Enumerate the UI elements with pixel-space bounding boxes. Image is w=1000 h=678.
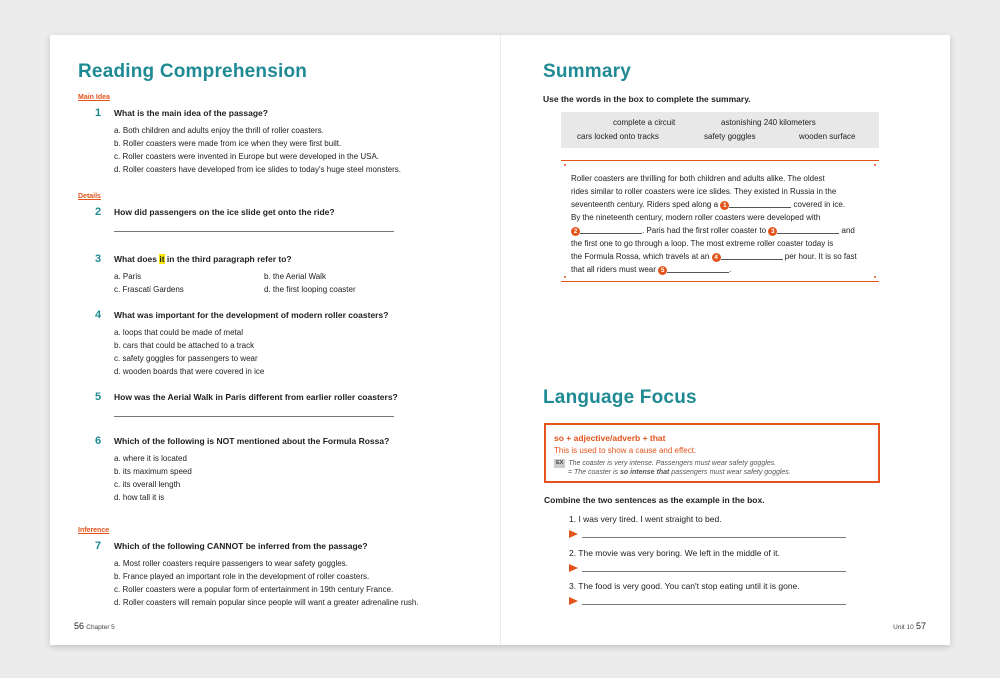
word-option: wooden surface: [799, 132, 856, 141]
exercise-item-1: 1. I was very tired. I went straight to bed.: [569, 514, 722, 524]
question-text: Which of the following is NOT mentioned about the Formula Rossa?: [114, 436, 390, 446]
option[interactable]: a. Paris: [114, 272, 142, 281]
option[interactable]: d. Roller coasters will remain popular since people will want a greater adrenaline rush.: [114, 598, 419, 607]
page-number: 57: [915, 621, 926, 631]
corner-dot: [874, 164, 876, 166]
option[interactable]: b. France played an important role in the development of roller coasters.: [114, 572, 370, 581]
summary-text: Roller coasters are thrilling for both children and adults alike. The oldest rides similar to roller coasters were ice slides. They existed in Russia in the seventeenth century. Riders sped along a 1 covered in ice. By the nineteenth century, modern roller coasters were developed with 2 . Paris had the first roller coaster to 3 and the first one to go through a loop. The most extreme roller coaster today is the Formula Rossa, which travels at an 4 per hour. It is so fast that all riders must wear 5 .: [571, 174, 857, 274]
answer-line[interactable]: [114, 231, 394, 232]
book-spread: [50, 35, 950, 645]
option[interactable]: d. wooden boards that were covered in ice: [114, 367, 265, 376]
question-text: Which of the following CANNOT be inferred from the passage?: [114, 541, 368, 551]
question-number: 5: [95, 391, 102, 403]
question-number: 4: [95, 309, 102, 321]
option[interactable]: c. Roller coasters were a popular form of entertainment in 19th century France.: [114, 585, 394, 594]
option[interactable]: c. Frascati Gardens: [114, 285, 184, 294]
summary-instruction: Use the words in the box to complete the summary.: [543, 94, 751, 104]
options: [114, 124, 401, 176]
blank-number-2: 2: [571, 227, 580, 236]
word-option: cars locked onto tracks: [577, 132, 659, 141]
word-option: complete a circuit: [613, 118, 676, 127]
option[interactable]: d. the first looping coaster: [264, 285, 356, 294]
answer-line[interactable]: [114, 416, 394, 417]
blank-5[interactable]: [667, 264, 729, 273]
arrow-icon: [569, 564, 578, 572]
language-focus-title: Language Focus: [543, 387, 697, 408]
option[interactable]: b. its maximum speed: [114, 467, 192, 476]
blank-number-4: 4: [712, 253, 721, 262]
arrow-icon: [569, 530, 578, 538]
section-details: Details: [78, 193, 101, 200]
language-focus-box: [544, 423, 880, 483]
answer-line-3[interactable]: [569, 597, 849, 607]
blank-3[interactable]: [777, 225, 839, 234]
option[interactable]: d. how tall it is: [114, 493, 165, 502]
grammar-description: This is used to show a cause and effect.: [554, 446, 697, 455]
section-inference: Inference: [78, 527, 110, 534]
exercise-item-2: 2. The movie was very boring. We left in the middle of it.: [569, 548, 780, 558]
word-box: [561, 112, 879, 148]
reading-comprehension-title: Reading Comprehension: [78, 61, 308, 82]
left-page: [50, 35, 500, 645]
question-number: 3: [95, 253, 102, 265]
blank-number-1: 1: [720, 201, 729, 210]
blank-number-5: 5: [658, 266, 667, 275]
page-footer-right: [893, 621, 926, 631]
question-text: What was important for the development of modern roller coasters?: [114, 310, 389, 320]
question-number: 2: [95, 206, 102, 218]
option[interactable]: c. Roller coasters were invented in Europe but were developed in the USA.: [114, 152, 380, 161]
option[interactable]: a. Most roller coasters require passengers to wear safety goggles.: [114, 559, 348, 568]
option[interactable]: a. where it is located: [114, 454, 187, 463]
page-number: 56: [74, 621, 85, 631]
corner-dot: [564, 276, 566, 278]
grammar-example: EX The coaster is very intense. Passengers must wear safety goggles. = The coaster is so intense that passengers must wear safety goggles.: [556, 460, 791, 476]
blank-4[interactable]: [721, 251, 783, 260]
right-page: [501, 35, 950, 645]
question-text: How did passengers on the ice slide get onto the ride?: [114, 207, 335, 217]
arrow-icon: [569, 597, 578, 605]
chapter-label: Chapter 5: [86, 624, 115, 631]
option[interactable]: a. Both children and adults enjoy the thrill of roller coasters.: [114, 126, 324, 135]
answer-line-1[interactable]: [569, 530, 849, 540]
option[interactable]: d. Roller coasters have developed from ice slides to today's huge steel monsters.: [114, 165, 402, 174]
summary-box: [561, 160, 879, 282]
corner-dot: [564, 164, 566, 166]
options: [114, 452, 192, 504]
options: [114, 270, 414, 296]
options: [114, 326, 264, 378]
option[interactable]: c. its overall length: [114, 480, 181, 489]
option[interactable]: a. loops that could be made of metal: [114, 328, 243, 337]
option[interactable]: b. Roller coasters were made from ice when they were first built.: [114, 139, 342, 148]
exercise-item-3: 3. The food is very good. You can't stop eating until it is gone.: [569, 581, 800, 591]
word-option: astonishing 240 kilometers: [721, 118, 816, 127]
blank-number-3: 3: [768, 227, 777, 236]
question-number: 6: [95, 435, 102, 447]
question-text: How was the Aerial Walk in Paris different from earlier roller coasters?: [114, 392, 398, 402]
blank-2[interactable]: [580, 225, 642, 234]
option[interactable]: c. safety goggles for passengers to wear: [114, 354, 258, 363]
corner-dot: [874, 276, 876, 278]
combine-instruction: Combine the two sentences as the example in the box.: [544, 495, 765, 505]
question-text: What is the main idea of the passage?: [114, 108, 268, 118]
question-text: What does it in the third paragraph refer to?: [114, 254, 292, 264]
example-badge: EX: [556, 460, 564, 466]
options: [114, 557, 419, 609]
option[interactable]: b. cars that could be attached to a track: [114, 341, 255, 350]
grammar-heading: so + adjective/adverb + that: [554, 433, 666, 443]
unit-label: Unit 10: [893, 624, 914, 631]
summary-title: Summary: [543, 61, 631, 82]
highlighted-word: it: [159, 254, 165, 264]
question-number: 1: [95, 107, 102, 119]
section-main-idea: Main Idea: [78, 94, 110, 101]
option[interactable]: b. the Aerial Walk: [264, 272, 326, 281]
answer-line-2[interactable]: [569, 564, 849, 574]
blank-1[interactable]: [729, 199, 791, 208]
question-number: 7: [95, 540, 102, 552]
page-footer-left: [74, 621, 115, 631]
word-option: safety goggles: [704, 132, 756, 141]
